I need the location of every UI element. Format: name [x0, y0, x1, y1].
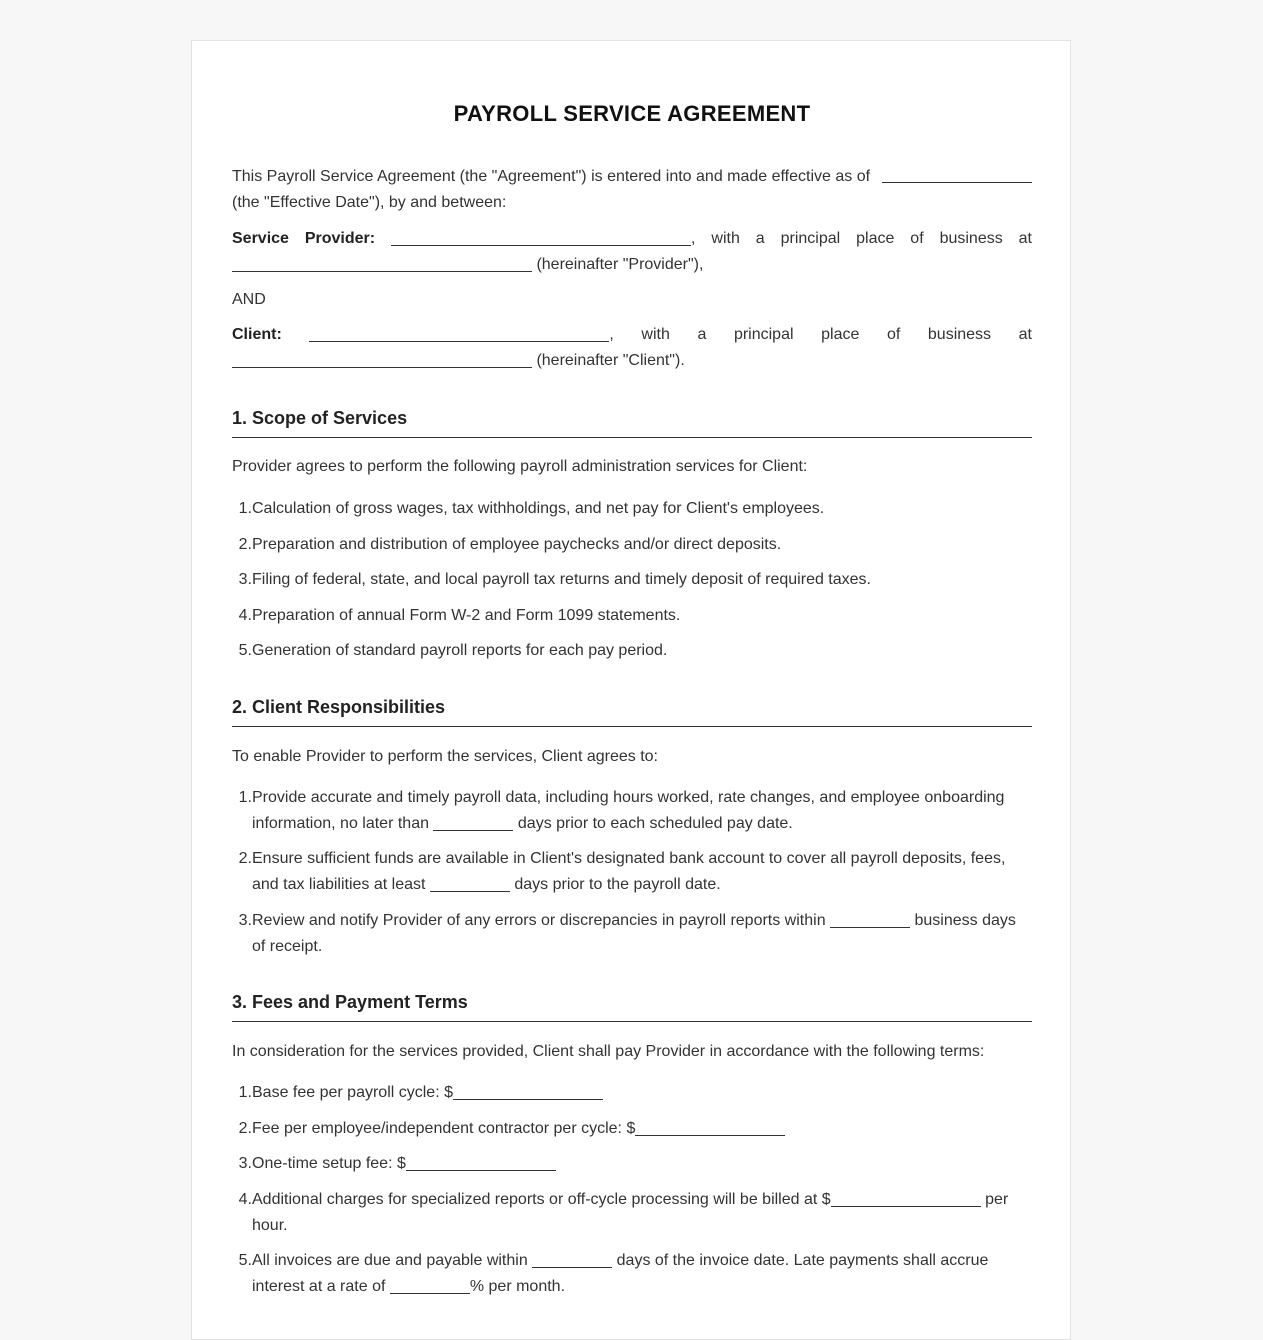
client-label: Client: — [232, 326, 282, 343]
list-item — [232, 532, 1032, 558]
list-text-line: Base fee per payroll cycle: $ — [252, 1084, 453, 1101]
list-text-line: Fee per employee/independent contractor per cycle: $ — [252, 1120, 636, 1137]
client-address-field[interactable] — [232, 349, 532, 368]
list-number: 5. — [238, 1252, 252, 1269]
list-text-line: days of the invoice date. Late payments shall accrue — [616, 1252, 989, 1269]
list-number: 3. — [238, 1155, 252, 1172]
provider-end-text: (hereinafter "Provider"), — [536, 255, 704, 273]
provider-name-field[interactable] — [391, 227, 691, 246]
list-text-line: business days — [914, 912, 1016, 929]
list-item — [232, 1151, 1032, 1177]
intro-text-1: This Payroll Service Agreement (the "Agreement") is entered into and made effective as of — [232, 168, 871, 185]
list-text-line: Provide accurate and timely payroll data, including hours worked, rate changes, and employee onboarding — [252, 789, 1005, 806]
funding-days-field[interactable] — [430, 873, 510, 892]
list-number: 5. — [238, 642, 252, 659]
list-text — [252, 846, 1032, 897]
list-text-line: hour. — [252, 1216, 288, 1234]
list-number: 4. — [238, 607, 252, 624]
section-2-intro: To enable Provider to perform the services, Client agrees to: — [232, 748, 658, 765]
list-text: Filing of federal, state, and local payroll tax returns and timely deposit of required taxes. — [252, 571, 871, 588]
document-page — [191, 40, 1071, 1340]
list-number: 2. — [238, 1120, 252, 1137]
provider-address-field[interactable] — [232, 253, 532, 272]
list-item — [232, 496, 1032, 522]
setup-fee-field[interactable] — [406, 1152, 556, 1171]
list-number: 2. — [238, 850, 252, 867]
list-text-line: and tax liabilities at least — [252, 875, 426, 893]
provider-label: Service Provider: — [232, 230, 376, 247]
intro-paragraph — [232, 164, 1032, 215]
list-text-line: Ensure sufficient funds are available in Client's designated bank account to cover all payroll deposits, fees, — [252, 850, 1006, 867]
list-item — [232, 785, 1032, 836]
section-1-heading: 1. Scope of Services — [232, 408, 1032, 438]
client-end-text: (hereinafter "Client"). — [536, 351, 685, 369]
data-days-field[interactable] — [433, 812, 513, 831]
payment-days-field[interactable] — [532, 1249, 612, 1268]
intro-line-1 — [232, 164, 1032, 190]
provider-line-2 — [232, 252, 1032, 278]
hourly-rate-field[interactable] — [831, 1188, 981, 1207]
provider-line-1 — [232, 226, 1032, 252]
list-text — [252, 785, 1032, 836]
list-item — [232, 603, 1032, 629]
list-text-line: One-time setup fee: $ — [252, 1155, 406, 1172]
list-text — [252, 1187, 1032, 1238]
review-days-field[interactable] — [830, 909, 910, 928]
effective-date-field[interactable] — [882, 164, 1032, 183]
list-number: 3. — [238, 912, 252, 929]
client-line-2 — [232, 348, 1032, 374]
client-name-field[interactable] — [309, 323, 609, 342]
list-text-line: days prior to each scheduled pay date. — [517, 814, 793, 832]
list-item — [232, 908, 1032, 959]
list-item — [232, 1116, 1032, 1142]
client-mid-text: , with a principal place of business at — [609, 326, 1032, 343]
list-text — [252, 1116, 1032, 1142]
intro-text-2: (the "Effective Date"), by and between: — [232, 193, 507, 211]
provider-paragraph — [232, 226, 1032, 277]
list-text — [252, 908, 1032, 959]
list-text-line: information, no later than — [252, 814, 429, 832]
list-item — [232, 638, 1032, 664]
list-text — [252, 1080, 1032, 1106]
list-text: Preparation and distribution of employee paychecks and/or direct deposits. — [252, 536, 782, 553]
section-1-intro: Provider agrees to perform the following payroll administration services for Client: — [232, 458, 808, 475]
list-text: Preparation of annual Form W-2 and Form 1099 statements. — [252, 607, 681, 624]
list-text-line: of receipt. — [252, 937, 323, 955]
list-number: 1. — [238, 500, 252, 517]
list-text-line: Review and notify Provider of any errors or discrepancies in payroll reports within — [252, 912, 826, 929]
list-text-line: interest at a rate of — [252, 1277, 386, 1295]
list-number: 3. — [238, 571, 252, 588]
section-3-intro: In consideration for the services provided, Client shall pay Provider in accordance with the following terms: — [232, 1043, 985, 1060]
section-3-heading: 3. Fees and Payment Terms — [232, 992, 1032, 1022]
list-item — [232, 846, 1032, 897]
list-text-line: All invoices are due and payable within — [252, 1252, 528, 1269]
list-text: Generation of standard payroll reports for each pay period. — [252, 642, 668, 659]
list-item — [232, 1187, 1032, 1238]
employee-fee-field[interactable] — [635, 1117, 785, 1136]
list-text-line: days prior to the payroll date. — [514, 875, 721, 893]
and-text: AND — [232, 291, 266, 308]
provider-mid-text: , with a principal place of business at — [691, 230, 1032, 247]
list-text: Calculation of gross wages, tax withholdings, and net pay for Client's employees. — [252, 500, 825, 517]
list-text-line: Additional charges for specialized reports or off-cycle processing will be billed at $ — [252, 1191, 831, 1208]
list-number: 1. — [238, 789, 252, 806]
list-text — [252, 1248, 1032, 1299]
list-text-line: per — [985, 1191, 1009, 1208]
list-number: 4. — [238, 1191, 252, 1208]
client-paragraph — [232, 322, 1032, 373]
interest-rate-field[interactable] — [390, 1275, 470, 1294]
document-title: PAYROLL SERVICE AGREEMENT — [453, 101, 811, 126]
section-2-heading: 2. Client Responsibilities — [232, 697, 1032, 727]
list-number: 2. — [238, 536, 252, 553]
client-line-1 — [232, 322, 1032, 348]
list-number: 1. — [238, 1084, 252, 1101]
list-item — [232, 567, 1032, 593]
list-text — [252, 1151, 1032, 1177]
list-item — [232, 1080, 1032, 1106]
list-item — [232, 1248, 1032, 1299]
list-text-line: % per month. — [469, 1277, 566, 1295]
base-fee-field[interactable] — [453, 1081, 603, 1100]
